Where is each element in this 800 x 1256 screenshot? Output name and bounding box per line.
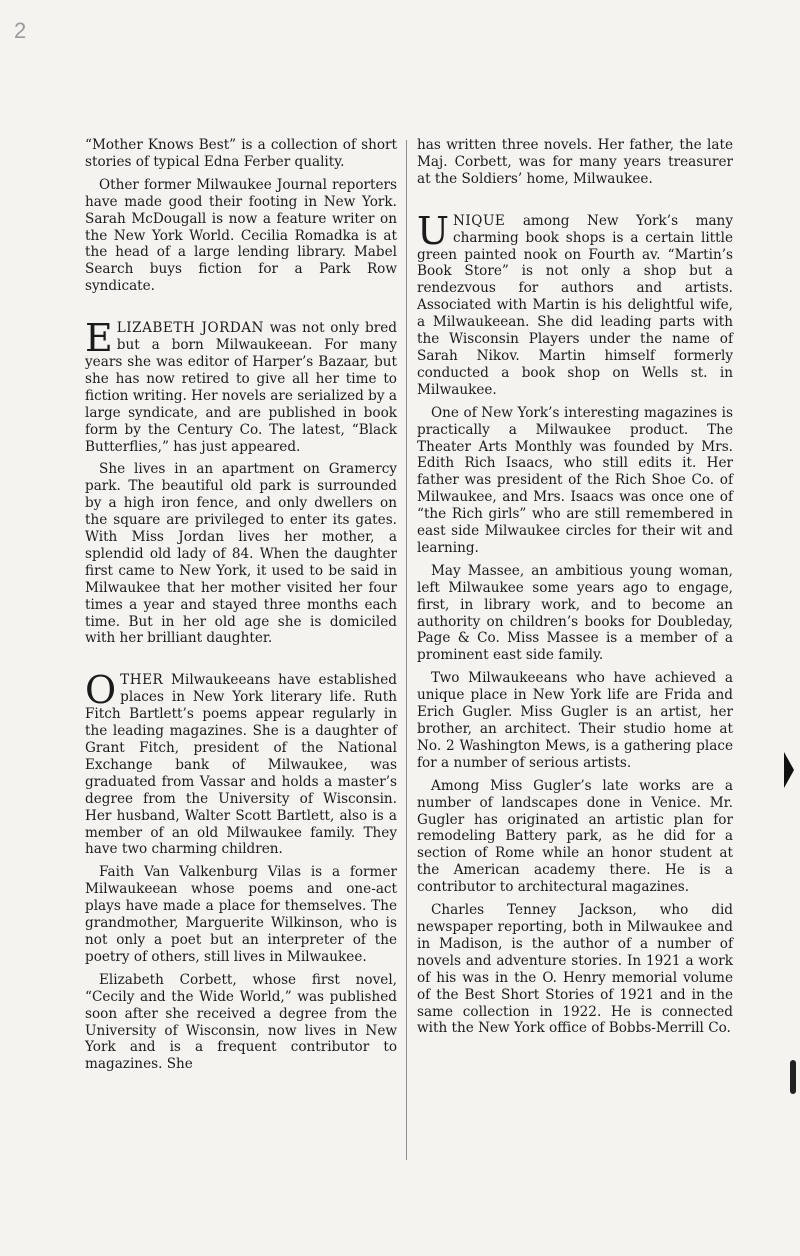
paragraph: Other former Milwaukee Journal reporters have made good their footing in New York. Sarah McDougall is now a feature writer on the New York World. Cecilia Romadka is at the head of a large lending library. Mabel Search buys fiction for a Park Row syndicate.	[85, 176, 397, 295]
paragraph: One of New York’s interesting magazines is practically a Milwaukee product. The Theater Arts Monthly was founded by Mrs. Edith Rich Isaacs, who still edits it. Her father was president of the Rich Shoe Co. of Milwaukee, and Mrs. Isaacs was once one of “the Rich girls” who are still remembered in east side Milwaukee circles for their wit and learning.	[417, 404, 733, 556]
paragraph: “Mother Knows Best” is a collection of short stories of typical Edna Ferber quality.	[85, 137, 397, 170]
lead-caps: NIQUE	[453, 212, 506, 229]
paragraph-others	[85, 668, 397, 858]
paragraph: Faith Van Valkenburg Vilas is a former Milwaukeean whose poems and one-act plays have made a place for themselves. The grandmother, Marguerite Wilkinson, who is not only a poet but an interpreter of the poetry of others, still lives in Milwaukee.	[85, 864, 397, 965]
drop-cap: O	[85, 668, 117, 713]
paragraph: Among Miss Gugler’s late works are a number of landscapes done in Venice. Mr. Gugler has originated an artistic plan for remodeling Battery park, as he did for a section of Rome while an honor student at the American academy there. He is a contributor to architectural magazines.	[417, 777, 733, 896]
paragraph-text: was not only bred but a born Milwaukeean. For many years she was editor of Harper’s Bazaar, but she has now retired to give all her time to fiction writing. Her novels are serialized by a large syndicate, and are published in book form by the Century Co. The latest, “Black Butterflies,” has just appeared.	[85, 320, 397, 455]
drop-cap: E	[85, 316, 113, 361]
paragraph: May Massee, an ambitious young woman, left Milwaukee some years ago to engage, first, in library work, and to become an authority on children’s books for Doubleday, Page & Co. Miss Massee is a member of a prominent east side family.	[417, 562, 733, 664]
right-column	[417, 137, 733, 1043]
paragraph: Elizabeth Corbett, whose first novel, “Cecily and the Wide World,” was published soon after she received a degree from the University of Wisconsin, now lives in New York and is a frequent contributor to magazines. She	[85, 971, 397, 1073]
paragraph: Charles Tenney Jackson, who did newspaper reporting, both in Milwaukee and in Madison, is the author of a number of novels and adventure stories. In 1921 a work of his was in the O. Henry memorial volume of the Best Short Stories of 1921 and in the same collection in 1922. He is connected with the New York office of Bobbs-Merrill Co.	[417, 902, 733, 1037]
page-number-mark: 2	[14, 18, 27, 43]
paragraph-text: Milwaukeeans have established places in New York literary life. Ruth Fitch Bartlett’s poems appear regularly in the leading magazines. She is a daughter of Grant Fitch, president of the National Exchange bank of Milwaukee, was graduated from Vassar and holds a master’s degree from the University of Wisconsin. Her husband, Walter Scott Bartlett, also is a member of an old Milwaukee family. They have two charming children.	[85, 672, 397, 858]
scan-edge-mark	[790, 1060, 796, 1094]
paragraph: has written three novels. Her father, the late Maj. Corbett, was for many years treasurer at the Soldiers’ home, Milwaukee.	[417, 137, 733, 187]
paragraph: She lives in an apartment on Gramercy park. The beautiful old park is surrounded by a high iron fence, and only dwellers on the square are privileged to enter its gates. With Miss Jordan lives her mother, a splendid old lady of 84. When the daughter first came to New York, it used to be said in Milwaukee that her mother visited her four times a year and stayed three months each time. But in her old age she is domiciled with her brilliant daughter.	[85, 461, 397, 647]
paragraph-unique	[417, 208, 733, 399]
lead-caps: LIZABETH JORDAN	[116, 320, 264, 337]
paragraph-text: among New York’s many charming book shops is a certain little green painted nook on Fourth av. “Martin’s Book Store” is not only a shop but a rendezvous for authors and artists. Associated with Martin is his delightful wife, a Milwaukeean. She did leading parts with the Wisconsin Players under the name of Sarah Nikov. Martin himself formerly conducted a book shop on Wells st. in Milwaukee.	[417, 212, 733, 398]
paragraph-jordan	[85, 316, 397, 455]
drop-cap: U	[417, 208, 450, 253]
scan-edge-mark	[784, 752, 794, 788]
paragraph: Two Milwaukeeans who have achieved a unique place in New York life are Frida and Erich Gugler. Miss Gugler is an artist, her brother, an architect. Their studio home at No. 2 Washington Mews, is a gathering place for a number of serious artists.	[417, 670, 733, 771]
lead-caps: THER	[120, 672, 164, 689]
left-column	[85, 137, 397, 1079]
column-divider	[406, 140, 407, 1160]
